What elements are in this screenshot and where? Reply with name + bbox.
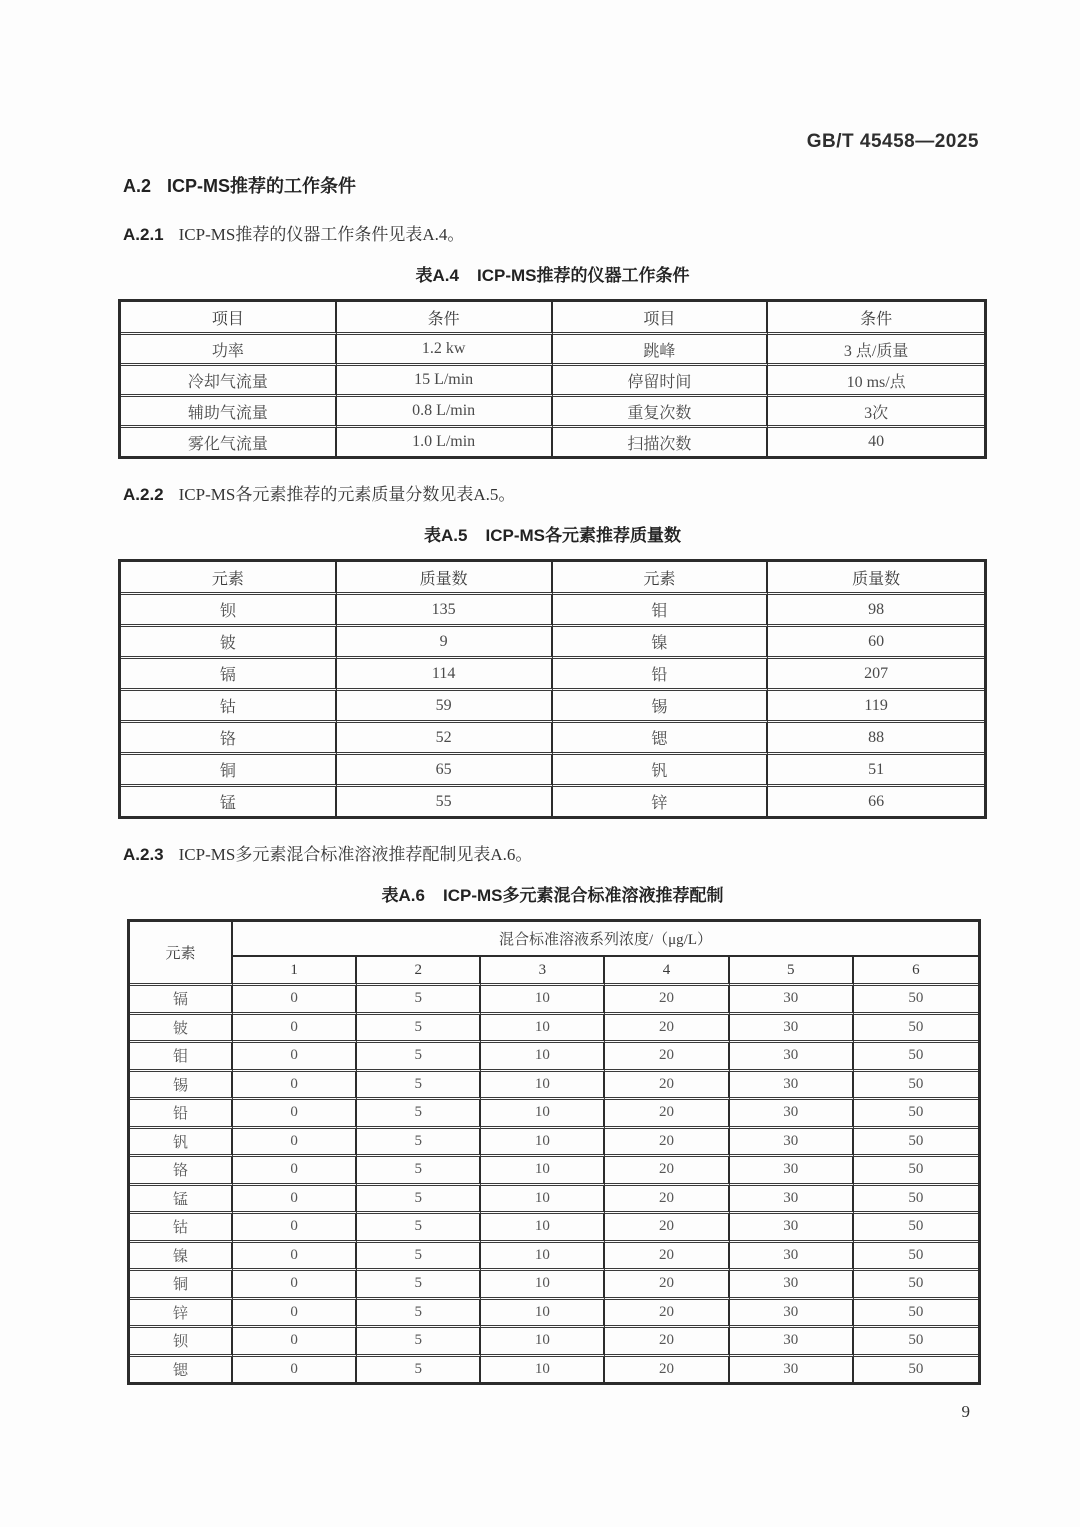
table-cell: 铍 (121, 627, 337, 659)
table-row (130, 1300, 978, 1329)
table-cell: 跳峰 (553, 335, 769, 366)
table-cell: 20 (605, 986, 729, 1015)
table-cell: 10 (481, 1015, 605, 1044)
table-cell: 20 (605, 1357, 729, 1383)
standard-solutions-table (127, 919, 981, 1385)
table-row (130, 1271, 978, 1300)
table-cell: 20 (605, 1157, 729, 1186)
table-cell: 锰 (121, 787, 337, 816)
column-header: 5 (730, 957, 854, 986)
table-cell: 0 (233, 1072, 357, 1101)
table-cell: 1.0 L/min (337, 428, 553, 456)
clause-text: ICP-MS各元素推荐的元素质量分数见表A.5。 (178, 485, 516, 504)
table-cell: 30 (730, 1186, 854, 1215)
table-cell: 钴 (121, 691, 337, 723)
table-cell: 10 (481, 1129, 605, 1158)
table-cell: 10 (481, 1328, 605, 1357)
table-row (130, 1043, 978, 1072)
table-cell: 停留时间 (553, 366, 769, 397)
element-cell: 镉 (130, 986, 233, 1015)
table-cell: 5 (357, 1100, 481, 1129)
table-cell: 1.2 kw (337, 335, 553, 366)
table-cell: 0 (233, 1100, 357, 1129)
section-title: ICP-MS推荐的工作条件 (167, 176, 357, 196)
table-cell: 钼 (553, 595, 769, 627)
table-title: ICP-MS各元素推荐质量数 (485, 526, 681, 545)
column-header: 条件 (337, 302, 553, 335)
table-cell: 20 (605, 1214, 729, 1243)
table-cell: 30 (730, 1214, 854, 1243)
table-row (121, 691, 984, 723)
table-cell: 20 (605, 1129, 729, 1158)
column-header: 1 (233, 957, 357, 986)
table-cell: 50 (908, 1360, 924, 1377)
table-cell: 锡 (553, 691, 769, 723)
table-cell: 20 (605, 1072, 729, 1101)
table-cell: 5 (357, 1157, 481, 1186)
table-row (130, 1072, 978, 1101)
table-cell: 50 (854, 1015, 978, 1044)
column-header-element: 元素 (130, 922, 233, 986)
table-cell: 20 (605, 1100, 729, 1129)
element-cell: 铬 (130, 1157, 233, 1186)
table-cell: 10 (481, 1043, 605, 1072)
table-cell: 10 (481, 1271, 605, 1300)
table-row (121, 659, 984, 691)
table-cell: 0 (233, 1186, 357, 1215)
clause-number: A.2.2 (123, 485, 164, 504)
table-cell: 20 (605, 1300, 729, 1329)
element-cell: 铅 (130, 1100, 233, 1129)
clause-number: A.2.1 (123, 225, 164, 244)
element-cell: 铍 (130, 1015, 233, 1044)
table-cell: 5 (357, 986, 481, 1015)
table-cell: 0 (233, 1328, 357, 1357)
table-cell: 30 (730, 986, 854, 1015)
table-title: ICP-MS多元素混合标准溶液推荐配制 (442, 886, 724, 905)
table-cell: 20 (605, 1186, 729, 1215)
table-cell: 114 (337, 659, 553, 691)
element-cell: 铜 (130, 1271, 233, 1300)
table-cell: 镉 (121, 659, 337, 691)
table-cell: 0 (233, 1243, 357, 1272)
table-cell: 5 (357, 1271, 481, 1300)
table-cell: 0 (233, 1214, 357, 1243)
element-cell: 锡 (130, 1072, 233, 1101)
table-cell: 55 (337, 787, 553, 816)
table-row (121, 595, 984, 627)
table-cell: 88 (768, 723, 984, 755)
table-cell: 50 (854, 1243, 978, 1272)
table-label: 表A.5 (424, 526, 468, 545)
table-cell: 10 ms/点 (768, 366, 984, 397)
clause-text: ICP-MS推荐的仪器工作条件见表A.4。 (178, 225, 465, 244)
table-cell: 5 (357, 1186, 481, 1215)
table-cell: 3次 (768, 397, 984, 428)
table-cell: 铜 (121, 755, 337, 787)
column-header: 项目 (553, 302, 769, 335)
table-cell: 50 (854, 1186, 978, 1215)
column-header-series: 混合标准溶液系列浓度/（μg/L） (233, 922, 978, 957)
table-cell: 98 (768, 595, 984, 627)
table-row (130, 1357, 978, 1383)
table-cell: 5 (357, 1214, 481, 1243)
table-cell: 50 (854, 1043, 978, 1072)
table-cell: 5 (357, 1043, 481, 1072)
table-cell: 铬 (121, 723, 337, 755)
table-row (130, 1186, 978, 1215)
table-cell: 20 (605, 1043, 729, 1072)
table-cell: 5 (357, 1357, 481, 1383)
column-header: 元素 (553, 562, 769, 595)
table-cell: 0 (233, 1357, 357, 1383)
table-cell: 0 (233, 1271, 357, 1300)
table-row (130, 986, 978, 1015)
table-header-row (121, 302, 984, 335)
table-cell: 10 (481, 1100, 605, 1129)
table-cell: 30 (730, 1328, 854, 1357)
table-cell: 辅助气流量 (121, 397, 337, 428)
table-cell: 119 (768, 691, 984, 723)
column-header: 条件 (768, 302, 984, 335)
table-cell: 雾化气流量 (121, 428, 337, 456)
table-cell: 15 L/min (337, 366, 553, 397)
table-row (130, 1328, 978, 1357)
column-header: 6 (854, 957, 978, 986)
table-cell: 30 (730, 1129, 854, 1158)
table-cell: 50 (854, 1100, 978, 1129)
table-cell: 207 (768, 659, 984, 691)
doc-number: GB/T 45458—2025 (806, 131, 979, 152)
table-cell: 30 (730, 1100, 854, 1129)
table-label: 表A.6 (381, 886, 425, 905)
table-title: ICP-MS推荐的仪器工作条件 (476, 266, 690, 285)
table-row (121, 428, 984, 456)
table-cell: 50 (854, 1271, 978, 1300)
table-caption-a6 (118, 884, 987, 908)
table-caption-a5 (118, 524, 987, 548)
column-header: 4 (605, 957, 729, 986)
table-cell: 30 (730, 1357, 854, 1383)
table-cell: 重复次数 (553, 397, 769, 428)
table-cell: 10 (481, 1243, 605, 1272)
table-cell: 铅 (553, 659, 769, 691)
table-row (130, 1214, 978, 1243)
table-cell: 9 (337, 627, 553, 659)
element-cell: 镍 (130, 1243, 233, 1272)
table-cell: 10 (481, 1186, 605, 1215)
column-header: 2 (357, 957, 481, 986)
column-header: 项目 (121, 302, 337, 335)
table-cell: 3 点/质量 (768, 335, 984, 366)
element-cell: 钼 (130, 1043, 233, 1072)
table-cell: 5 (357, 1015, 481, 1044)
table-cell: 60 (768, 627, 984, 659)
table-cell: 5 (357, 1072, 481, 1101)
section-number: A.2 (123, 176, 152, 196)
clause-a21 (118, 223, 987, 247)
table-cell: 20 (605, 1243, 729, 1272)
clause-text: ICP-MS多元素混合标准溶液推荐配制见表A.6。 (178, 845, 533, 864)
table-caption-a4 (118, 264, 987, 288)
table-cell: 0 (233, 1157, 357, 1186)
table-cell: 锌 (553, 787, 769, 816)
table-cell: 5 (357, 1328, 481, 1357)
table-cell: 扫描次数 (553, 428, 769, 456)
element-cell: 钒 (130, 1129, 233, 1158)
column-header: 质量数 (768, 562, 984, 595)
table-row (121, 366, 984, 397)
table-row (130, 1157, 978, 1186)
table-cell: 30 (730, 1015, 854, 1044)
table-cell: 50 (854, 1072, 978, 1101)
table-cell: 0.8 L/min (337, 397, 553, 428)
table-cell: 10 (481, 1072, 605, 1101)
table-row (130, 1129, 978, 1158)
table-cell: 135 (337, 595, 553, 627)
table-row (130, 1243, 978, 1272)
table-cell: 50 (854, 1157, 978, 1186)
table-cell: 0 (233, 1300, 357, 1329)
instrument-conditions-table (118, 299, 987, 459)
clause-a22 (118, 483, 987, 507)
column-header: 元素 (121, 562, 337, 595)
table-cell: 镍 (553, 627, 769, 659)
mass-numbers-table (118, 559, 987, 819)
table-row (121, 787, 984, 816)
table-cell: 30 (730, 1043, 854, 1072)
section-heading-a2 (118, 174, 987, 199)
table-cell: 52 (337, 723, 553, 755)
table-cell: 51 (768, 755, 984, 787)
clause-a23 (118, 843, 987, 867)
table-cell: 50 (854, 1300, 978, 1329)
table-label: 表A.4 (415, 266, 459, 285)
table-cell: 50 (854, 986, 978, 1015)
element-cell: 锌 (130, 1300, 233, 1329)
table-cell: 30 (730, 1072, 854, 1101)
table-row (121, 755, 984, 787)
table-row (121, 397, 984, 428)
table-cell: 20 (605, 1271, 729, 1300)
table-cell: 50 (854, 1129, 978, 1158)
table-header-row (121, 562, 984, 595)
table-cell: 30 (730, 1157, 854, 1186)
table-cell: 30 (730, 1271, 854, 1300)
table-row (121, 335, 984, 366)
table-cell: 锶 (553, 723, 769, 755)
table-subheader-row (130, 957, 978, 986)
table-header-row (130, 922, 978, 957)
table-cell: 5 (357, 1300, 481, 1329)
table-cell: 10 (481, 1157, 605, 1186)
table-cell: 5 (357, 1243, 481, 1272)
element-cell: 钴 (130, 1214, 233, 1243)
column-header: 质量数 (337, 562, 553, 595)
table-cell: 冷却气流量 (121, 366, 337, 397)
table-row (130, 1100, 978, 1129)
table-cell: 20 (605, 1328, 729, 1357)
table-row (130, 1015, 978, 1044)
table-cell: 59 (337, 691, 553, 723)
table-cell: 50 (854, 1328, 978, 1357)
table-cell: 钒 (553, 755, 769, 787)
table-cell: 40 (868, 433, 885, 450)
table-cell: 10 (481, 1214, 605, 1243)
table-cell: 10 (481, 986, 605, 1015)
page-number: 9 (961, 1402, 970, 1421)
table-cell: 钡 (121, 595, 337, 627)
column-header: 3 (481, 957, 605, 986)
table-cell: 10 (481, 1357, 605, 1383)
table-cell: 20 (605, 1015, 729, 1044)
table-cell: 10 (481, 1300, 605, 1329)
table-cell: 30 (730, 1300, 854, 1329)
table-row (121, 627, 984, 659)
table-cell: 30 (730, 1243, 854, 1272)
table-cell: 0 (233, 1015, 357, 1044)
clause-number: A.2.3 (123, 845, 164, 864)
table-cell: 功率 (121, 335, 337, 366)
table-cell: 5 (357, 1129, 481, 1158)
table-cell: 0 (233, 986, 357, 1015)
element-cell: 钡 (130, 1328, 233, 1357)
table-cell: 0 (233, 1129, 357, 1158)
element-cell: 锰 (130, 1186, 233, 1215)
table-cell: 66 (868, 792, 885, 810)
table-cell: 65 (337, 755, 553, 787)
element-cell: 锶 (130, 1357, 233, 1383)
table-cell: 50 (854, 1214, 978, 1243)
table-cell: 0 (233, 1043, 357, 1072)
table-row (121, 723, 984, 755)
